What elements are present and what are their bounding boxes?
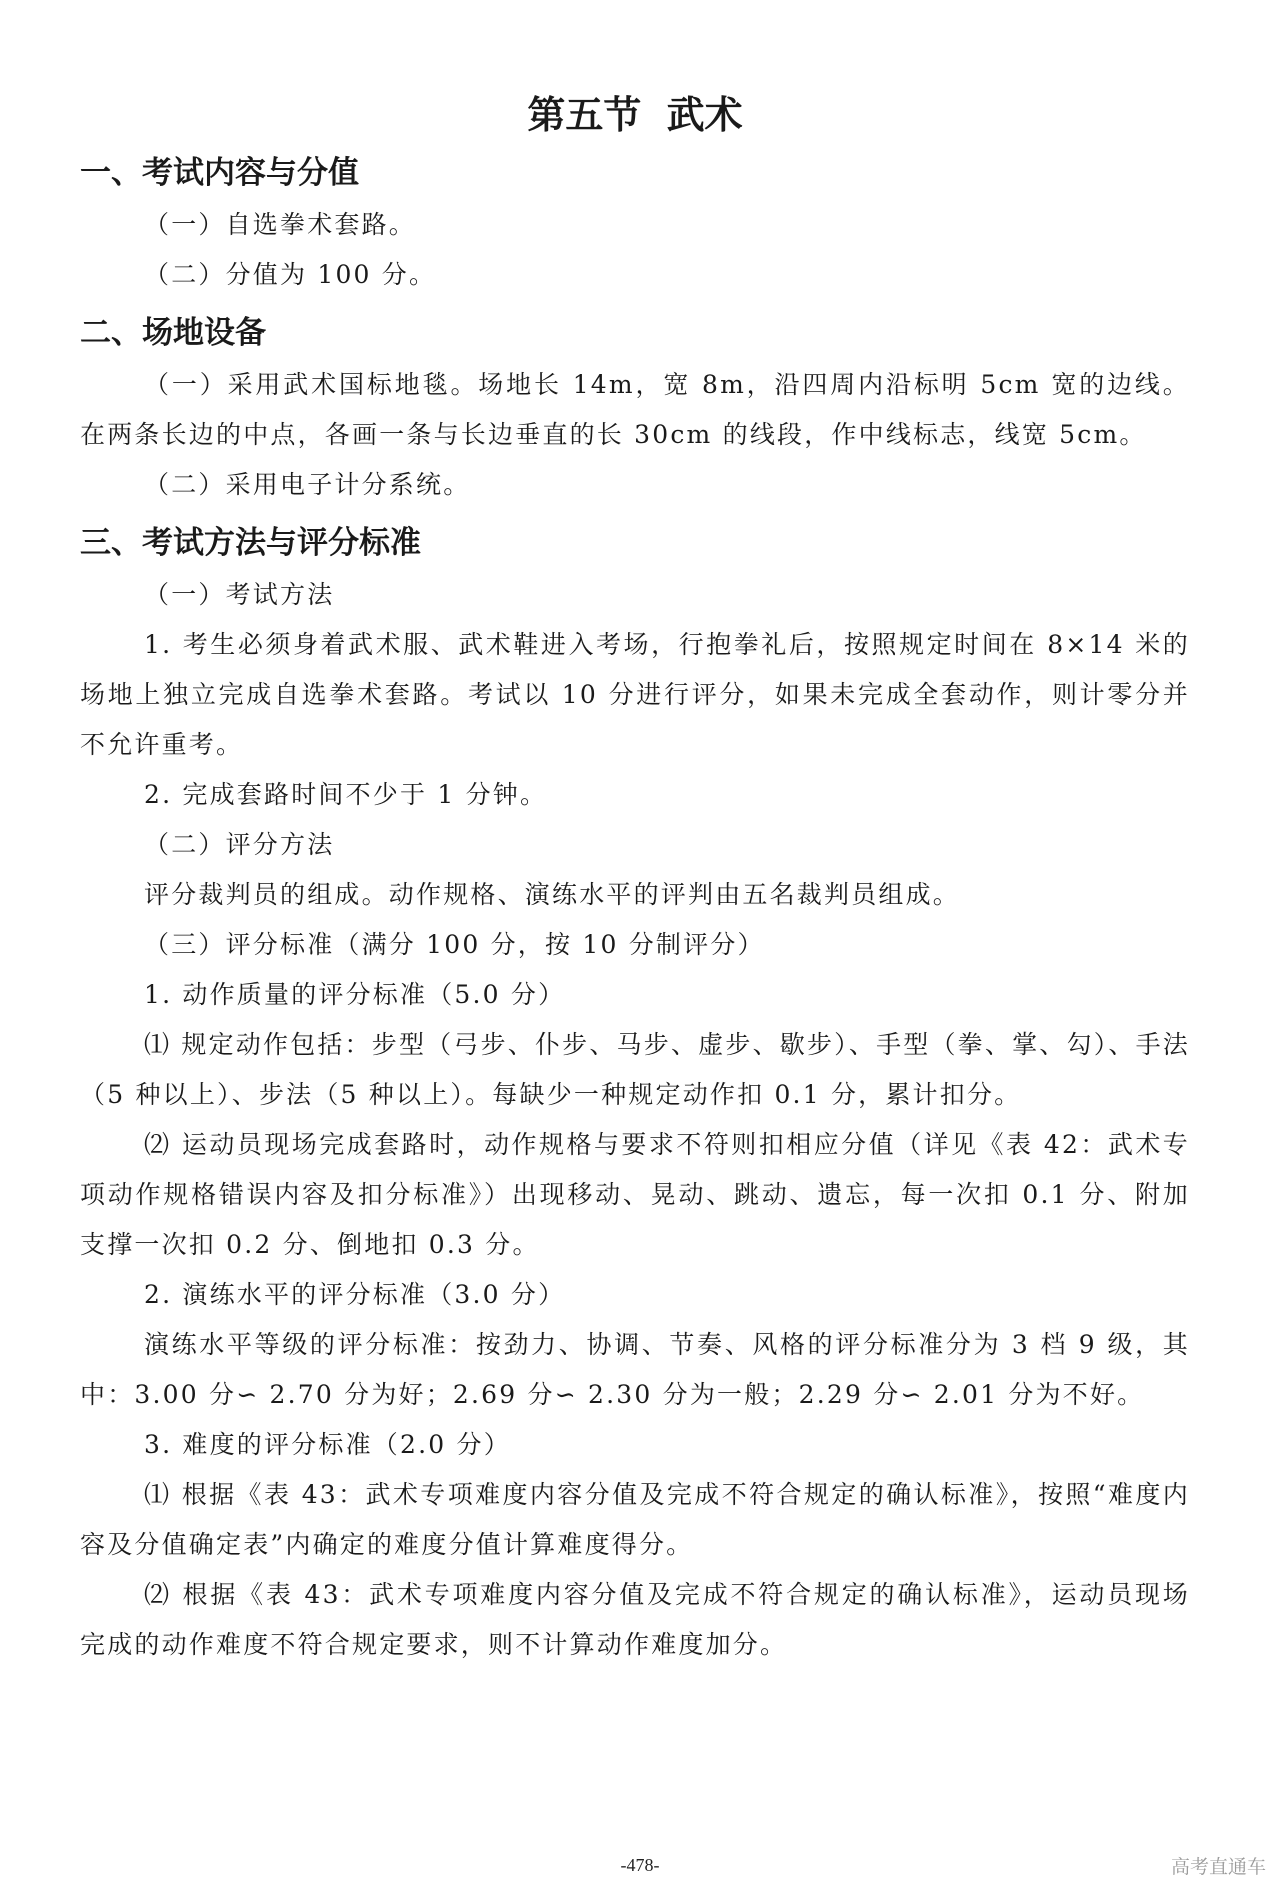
paragraph: 3. 难度的评分标准（2.0 分） <box>144 1430 511 1459</box>
paragraph: ⑴ 根据《表 43：武术专项难度内容分值及完成不符合规定的确认标准》，按照“难度内容及分值确定表”内确定的难度分值计算难度得分。 <box>80 1480 1190 1559</box>
paragraph: （二）采用电子计分系统。 <box>144 470 471 499</box>
paragraph: （一）考试方法 <box>144 580 335 609</box>
page-number: -478- <box>620 1855 660 1875</box>
paragraph: ⑴ 规定动作包括：步型（弓步、仆步、马步、虚步、歇步）、手型（拳、掌、勾）、手法（5 种以上）、步法（5 种以上）。每缺少一种规定动作扣 0.1 分，累计扣分。 <box>80 1030 1190 1109</box>
paragraph: （三）评分标准（满分 100 分，按 10 分制评分） <box>144 930 765 959</box>
paragraph: ⑵ 运动员现场完成套路时，动作规格与要求不符则扣相应分值（详见《表 42：武术专项动作规格错误内容及扣分标准》）出现移动、晃动、跳动、遗忘，每一次扣 0.1 分、附加支撑一次扣 0.2 分、倒地扣 0.3 分。 <box>80 1130 1190 1259</box>
paragraph: （二）评分方法 <box>144 830 335 859</box>
section-3 <box>80 520 1190 1670</box>
section-1 <box>80 150 1190 300</box>
paragraph: 1. 考生必须身着武术服、武术鞋进入考场，行抱拳礼后，按照规定时间在 8×14 米的场地上独立完成自选拳术套路。考试以 10 分进行评分，如果未完成全套动作，则计零分并不允许重考。 <box>80 630 1190 759</box>
paragraph: （二）分值为 100 分。 <box>144 260 437 289</box>
paragraph: ⑵ 根据《表 43：武术专项难度内容分值及完成不符合规定的确认标准》，运动员现场完成的动作难度不符合规定要求，则不计算动作难度加分。 <box>80 1580 1190 1659</box>
paragraph: （一）自选拳术套路。 <box>144 210 417 239</box>
paragraph: 2. 演练水平的评分标准（3.0 分） <box>144 1280 566 1309</box>
paragraph: 2. 完成套路时间不少于 1 分钟。 <box>144 780 548 809</box>
document-page <box>80 90 1190 1670</box>
section-heading: 三、考试方法与评分标准 <box>80 525 421 561</box>
paragraph: 评分裁判员的组成。动作规格、演练水平的评判由五名裁判员组成。 <box>144 880 961 909</box>
section-2 <box>80 310 1190 510</box>
watermark: 高考直通车 <box>1170 1856 1266 1878</box>
paragraph: （一）采用武术国标地毯。场地长 14m，宽 8m，沿四周内沿标明 5cm 宽的边线。在两条长边的中点，各画一条与长边垂直的长 30cm 的线段，作中线标志，线宽 5cm。 <box>80 370 1190 449</box>
page-title: 第五节 武术 <box>527 93 743 137</box>
section-heading: 二、场地设备 <box>80 315 266 351</box>
section-heading: 一、考试内容与分值 <box>80 155 359 191</box>
paragraph: 演练水平等级的评分标准：按劲力、协调、节奏、风格的评分标准分为 3 档 9 级，其中：3.00 分∽ 2.70 分为好；2.69 分∽ 2.30 分为一般；2.29 分∽ 2.01 分为不好。 <box>80 1330 1190 1409</box>
paragraph: 1. 动作质量的评分标准（5.0 分） <box>144 980 566 1009</box>
